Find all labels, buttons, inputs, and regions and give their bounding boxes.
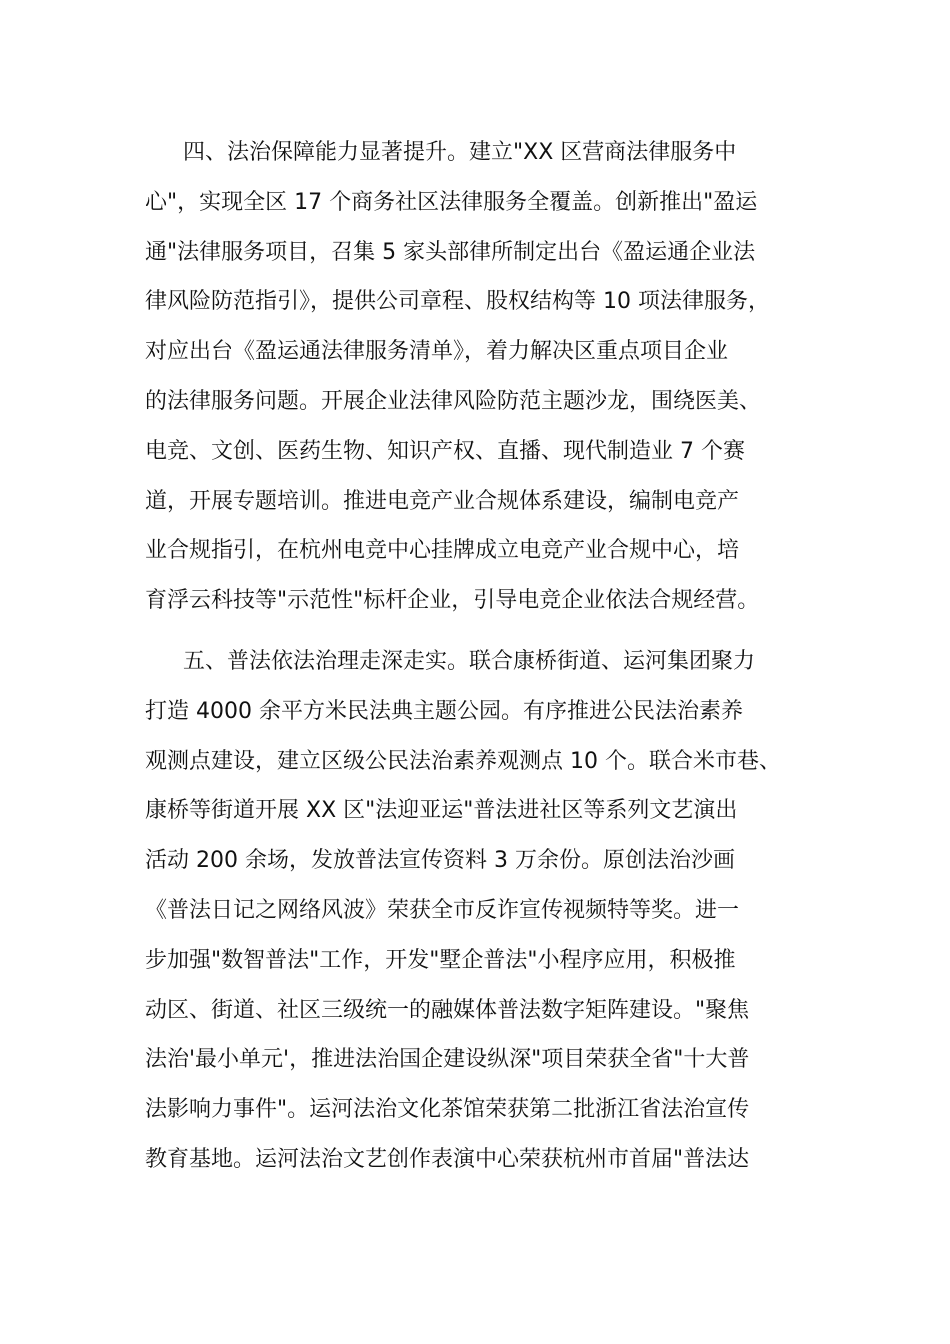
text-line: 电竞、文创、医药生物、知识产权、直播、现代制造业 7 个赛	[145, 438, 745, 464]
text-line: 心"，实现全区 17 个商务社区法律服务全覆盖。创新推出"盈运	[145, 189, 758, 215]
paragraph-spacer	[145, 626, 835, 637]
text-line: 育浮云科技等"示范性"标杆企业，引导电竞企业依法合规经营。	[145, 588, 760, 614]
text-line: 动区、街道、社区三级统一的融媒体普法数字矩阵建设。"聚焦	[145, 997, 750, 1023]
text-line: 五、普法依法治理走深走实。联合康桥街道、运河集团聚力	[183, 648, 756, 674]
document-body	[145, 128, 835, 1185]
text-line: 打造 4000 余平方米民法典主题公园。有序推进公民法治素养	[145, 698, 743, 724]
text-line: 步加强"数智普法"工作，开发"墅企普法"小程序应用，积极推	[145, 947, 736, 973]
text-line: 康桥等街道开展 XX 区"法迎亚运"普法进社区等系列文艺演出	[145, 798, 738, 824]
text-line: 活动 200 余场，发放普法宣传资料 3 万余份。原创法治沙画	[145, 848, 735, 874]
text-line: 观测点建设，建立区级公民法治素养观测点 10 个。联合米市巷、	[145, 748, 781, 774]
text-line: 对应出台《盈运通法律服务清单》，着力解决区重点项目企业	[145, 339, 729, 365]
text-line: 通"法律服务项目，召集 5 家头部律所制定出台《盈运通企业法	[145, 239, 756, 265]
text-line: 法影响力事件"。运河法治文化茶馆荣获第二批浙江省法治宣传	[145, 1097, 750, 1123]
text-line: 法治'最小单元'，推进法治国企建设纵深"项目荣获全省"十大普	[145, 1047, 750, 1073]
paragraph-legal-education	[145, 637, 835, 1185]
text-line: 的法律服务问题。开展企业法律风险防范主题沙龙，围绕医美、	[145, 388, 762, 414]
text-line: 教育基地。运河法治文艺创作表演中心荣获杭州市首届"普法达	[145, 1146, 750, 1172]
text-line: 道，开展专题培训。推进电竞产业合规体系建设，编制电竞产	[145, 488, 740, 514]
text-line: 《普法日记之网络风波》荣获全市反诈宣传视频特等奖。进一	[145, 897, 740, 923]
paragraph-legal-support	[145, 128, 835, 626]
text-line: 律风险防范指引》，提供公司章程、股权结构等 10 项法律服务，	[145, 289, 770, 315]
text-line: 业合规指引，在杭州电竞中心挂牌成立电竞产业合规中心，培	[145, 538, 740, 564]
text-line: 四、法治保障能力显著提升。建立"XX 区营商法律服务中	[183, 140, 737, 165]
